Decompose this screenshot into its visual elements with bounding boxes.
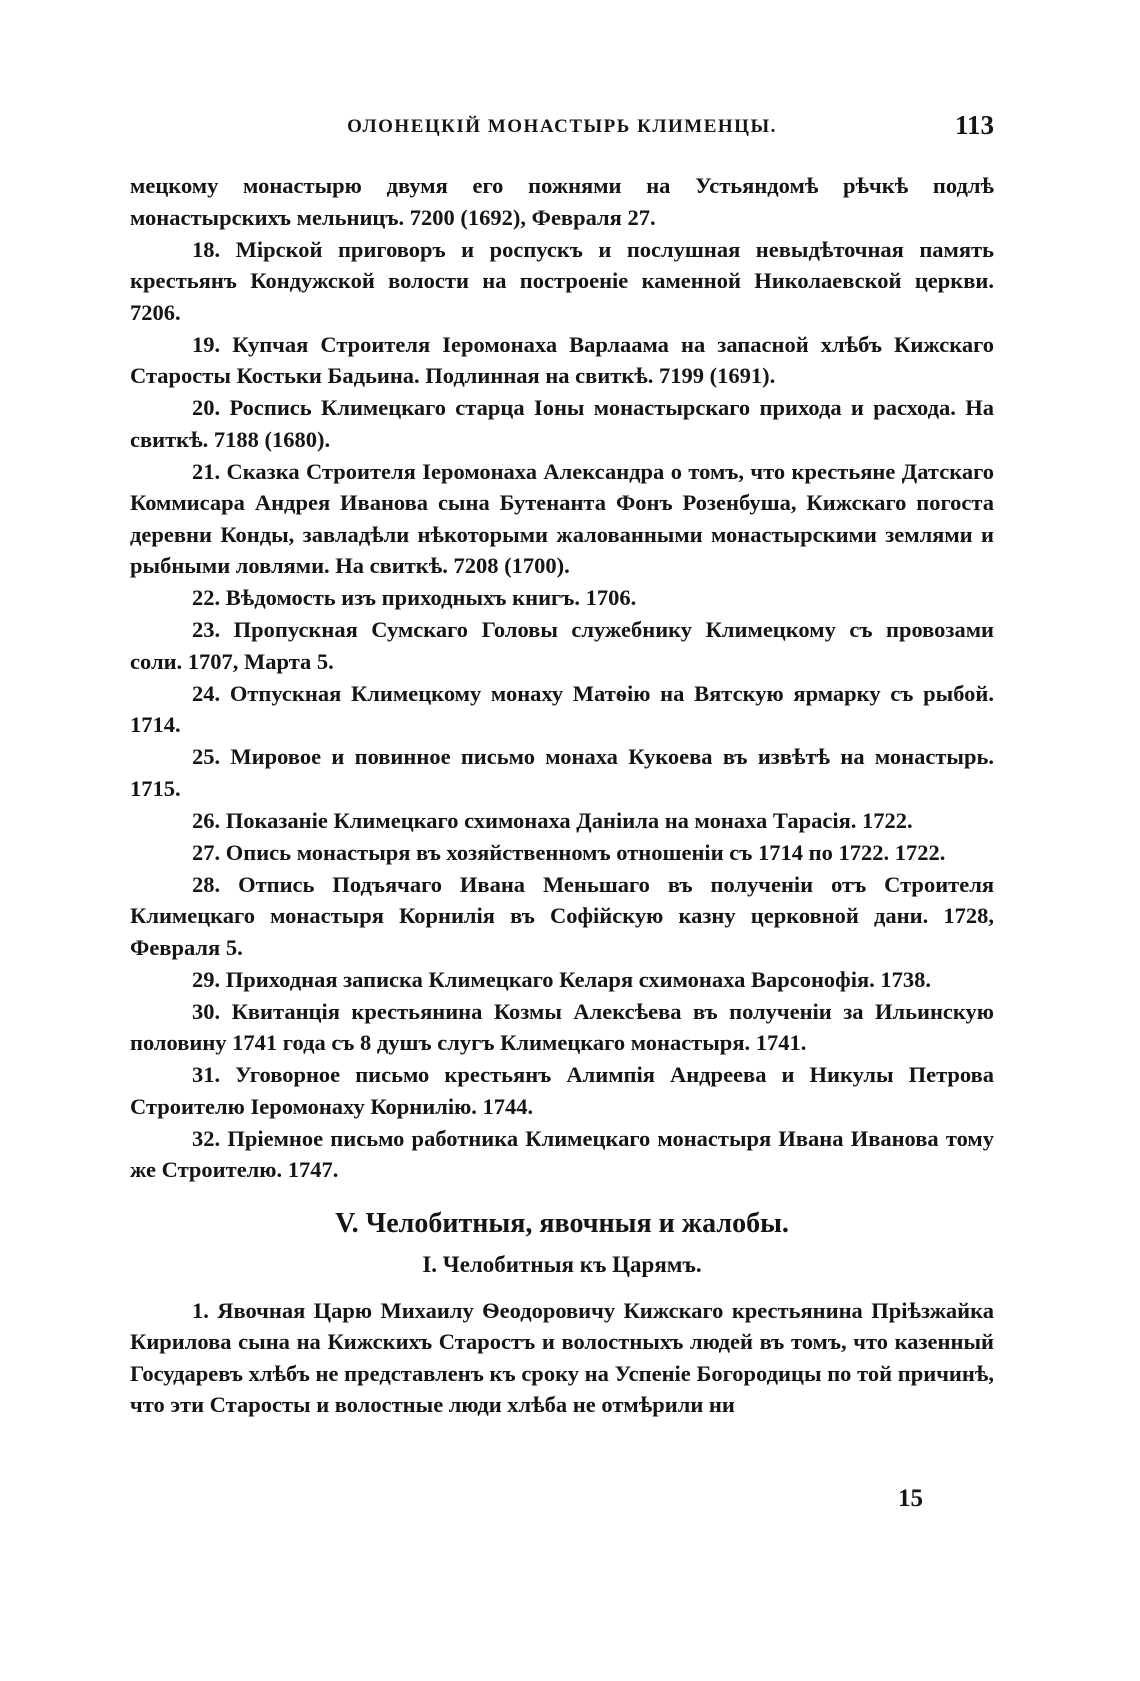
list-item: 1. Явочная Царю Михаилу Ѳеодоровичу Кижскаго крестьянина Пріѣзжайка Кирилова сына на Кижскихъ Старостъ и волостныхъ людей въ томъ, что казенный Государевъ хлѣбъ не представленъ къ сроку на Успеніе Богородицы по той причинѣ, что эти Старосты и волостные люди хлѣба не отмѣрили ни <box>130 1297 994 1417</box>
list-item: 19. Купчая Строителя Іеромонаха Варлаама на запасной хлѣбъ Кижскаго Старосты Костьки Бадьина. Подлинная на свиткѣ. 7199 (1691). <box>130 331 994 388</box>
page-number: 113 <box>954 110 994 140</box>
list-item: 27. Опись монастыря въ хозяйственномъ отношеніи съ 1714 по 1722. 1722. <box>192 839 946 865</box>
signature-mark: 15 <box>898 1485 923 1512</box>
list-item: 29. Приходная записка Климецкаго Келаря схимонаха Варсонофія. 1738. <box>192 966 932 992</box>
list-item: 21. Сказка Строителя Іеромонаха Александра о томъ, что крестьяне Датскаго Коммисара Андрея Иванова сына Бутенанта Фонъ Розенбуша, Кижскаго погоста деревни Конды, завладѣли нѣкоторыми жалованными монастырскими землями и рыбными ловлями. На свиткѣ. 7208 (1700). <box>130 458 994 578</box>
body-text <box>130 170 994 1421</box>
section-title: V. Челобитныя, явочныя и жалобы. <box>335 1207 789 1239</box>
list-item: 30. Квитанція крестьянина Козмы Алексѣева въ полученіи за Ильинскую половину 1741 года съ 8 душъ слугъ Климецкаго монастыря. 1741. <box>130 998 994 1055</box>
subsection-title: I. Челобитныя къ Царямъ. <box>422 1252 702 1277</box>
list-item: 26. Показаніе Климецкаго схимонаха Даніила на монаха Тарасія. 1722. <box>192 807 913 833</box>
running-title: ОЛОНЕЦКІЙ МОНАСТЫРЬ КЛИМЕНЦЫ. <box>347 116 777 137</box>
list-item: 18. Мірской приговоръ и роспускъ и послушная невыдѣточная память крестьянъ Кондужской волости на построеніе каменной Николаевской церкви. 7206. <box>130 236 994 325</box>
list-item: 28. Отпись Подъячаго Ивана Меньшаго въ полученіи отъ Строителя Климецкаго монастыря Корнилія въ Софійскую казну церковной дани. 1728, Февраля 5. <box>130 871 994 960</box>
list-item: 24. Отпускная Климецкому монаху Матѳію на Вятскую ярмарку съ рыбой. 1714. <box>130 680 994 737</box>
list-item: 23. Пропускная Сумскаго Головы служебнику Климецкому съ провозами соли. 1707, Марта 5. <box>130 617 994 674</box>
list-item: 31. Уговорное письмо крестьянъ Алимпія Андреева и Никулы Петрова Строителю Іеромонаху Корнилію. 1744. <box>130 1062 994 1119</box>
list-item: 22. Вѣдомость изъ приходныхъ книгъ. 1706. <box>192 585 637 610</box>
running-head <box>130 108 994 148</box>
list-item: мецкому монастырю двумя его пожнями на Устьяндомѣ рѣчкѣ подлѣ монастырскихъ мельницъ. 7200 (1692), Февраля 27. <box>130 173 994 230</box>
list-item: 20. Роспись Климецкаго старца Іоны монастырскаго прихода и расхода. На свиткѣ. 7188 (1680). <box>130 395 994 452</box>
list-item: 32. Пріемное письмо работника Климецкаго монастыря Ивана Иванова тому же Строителю. 1747. <box>130 1125 994 1182</box>
list-item: 25. Мировое и повинное письмо монаха Кукоева въ извѣтѣ на монастырь. 1715. <box>130 744 994 801</box>
